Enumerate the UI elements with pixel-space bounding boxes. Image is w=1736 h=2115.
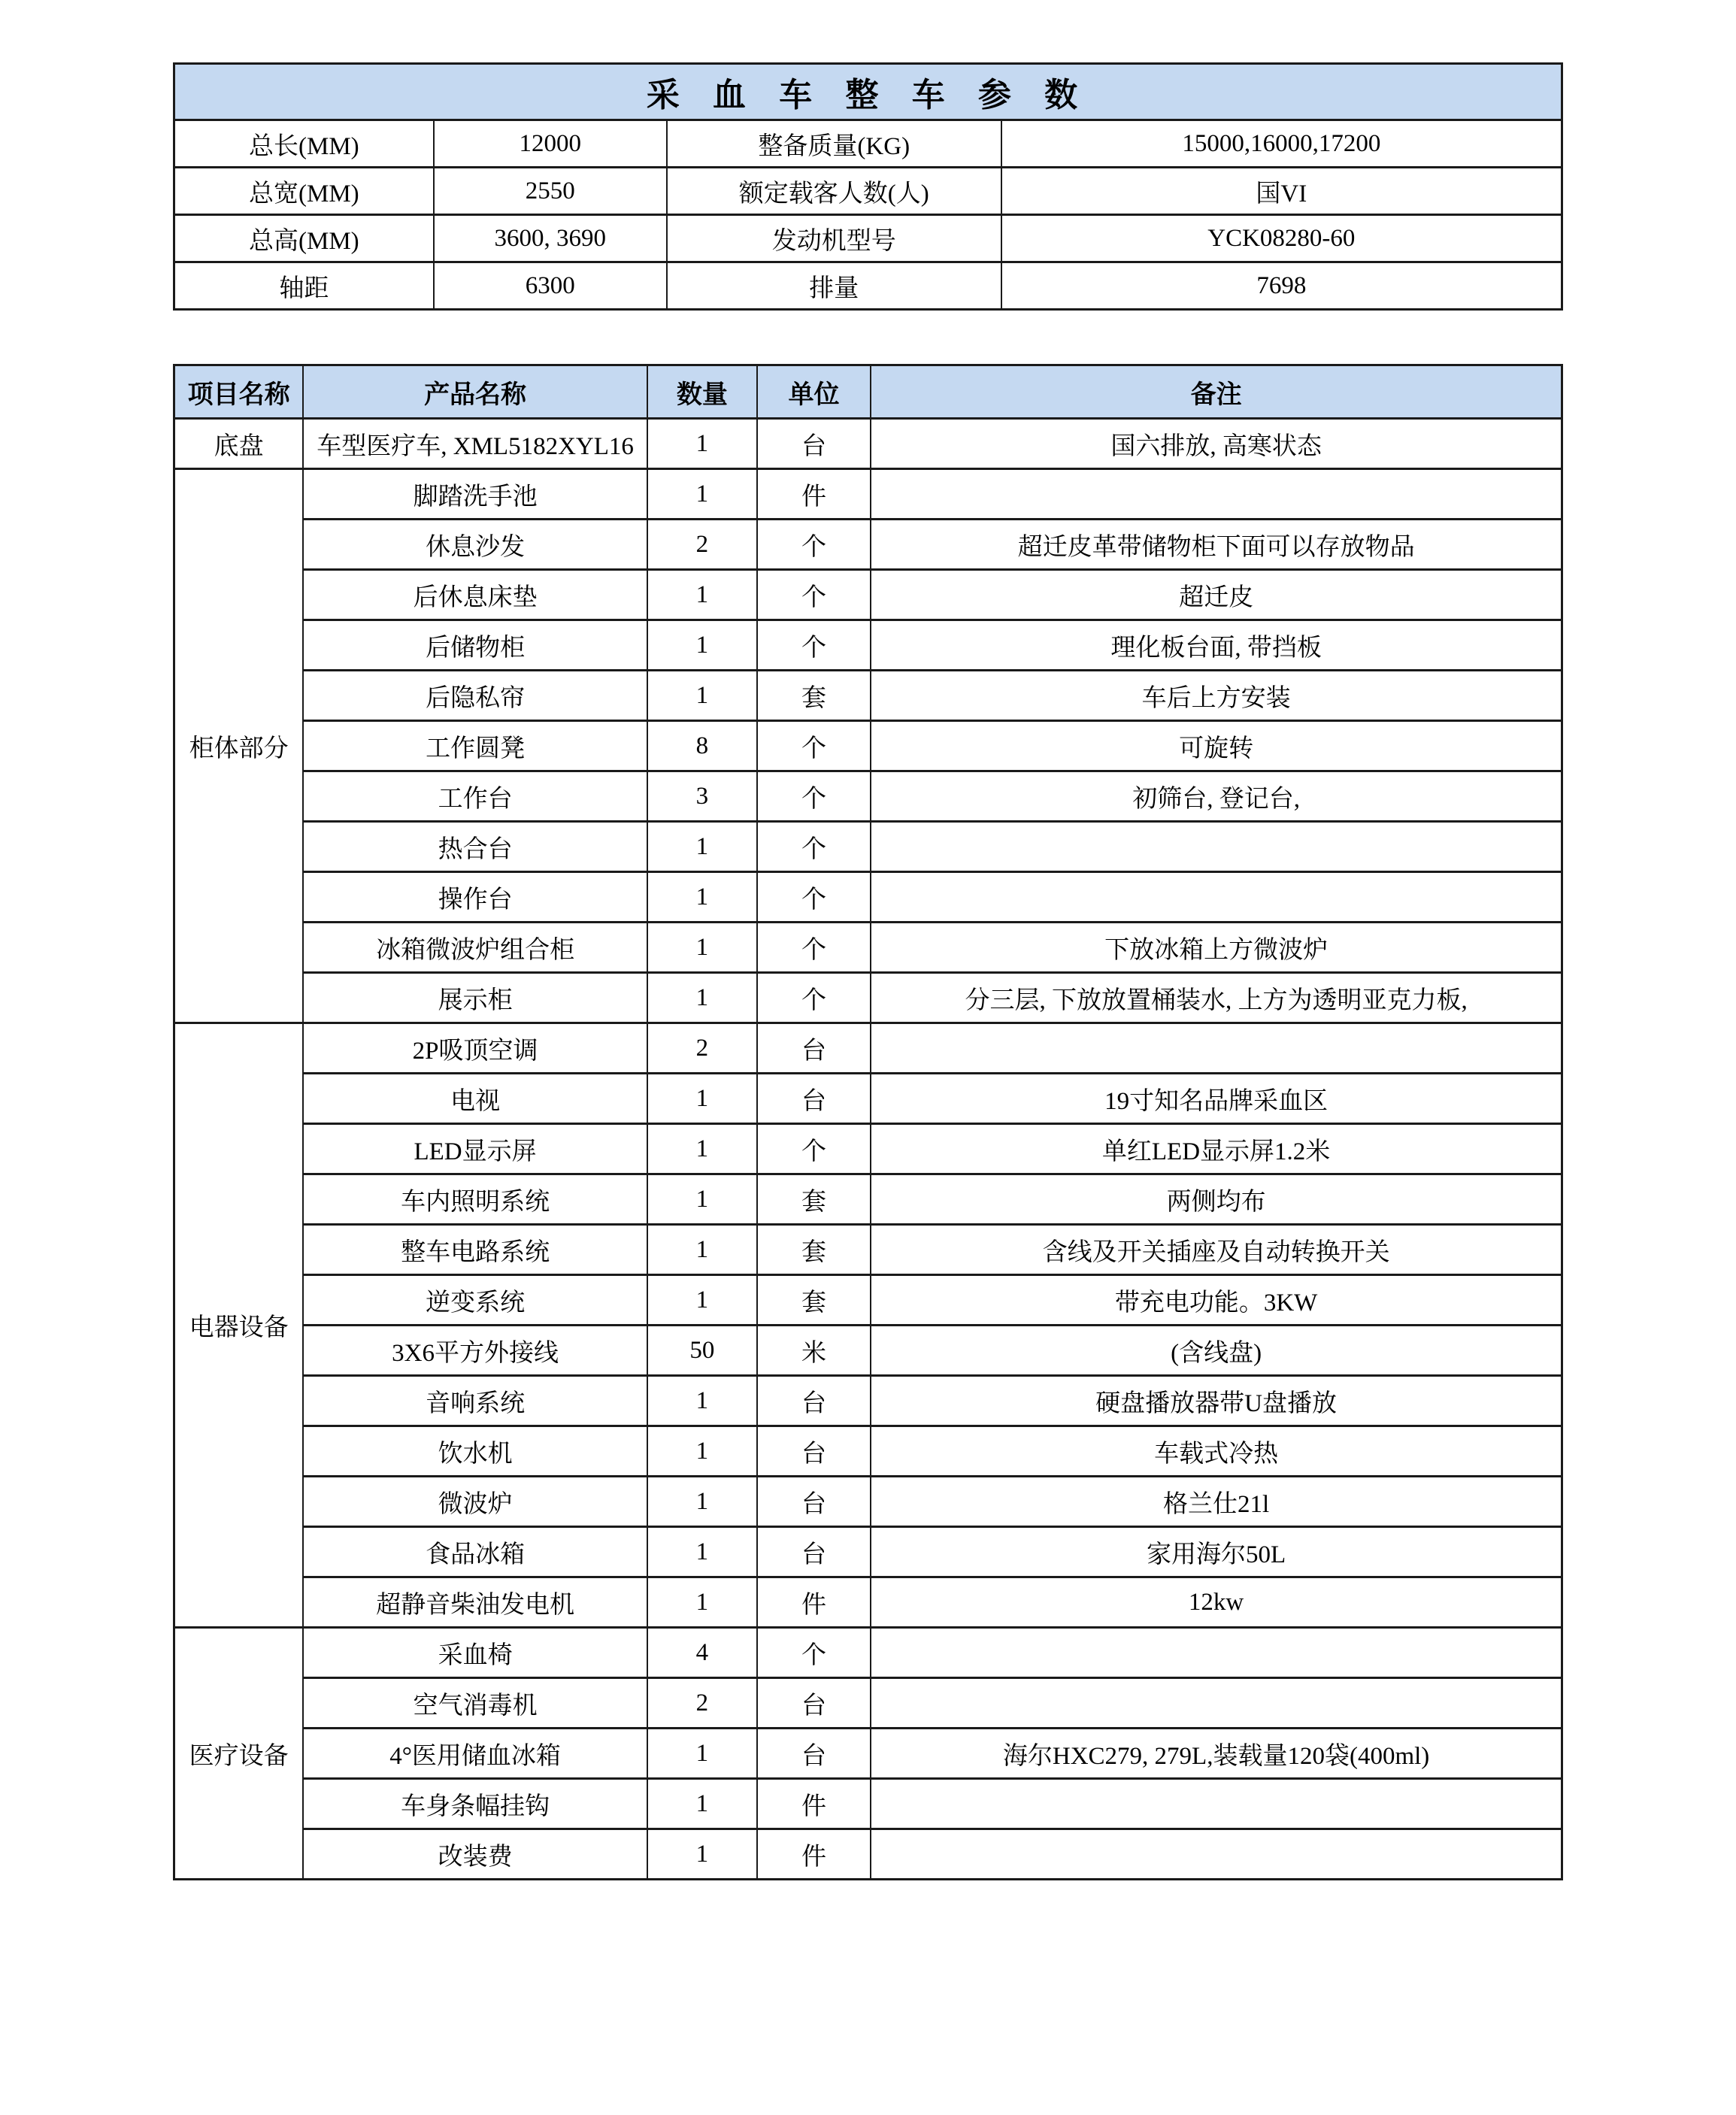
item-row [174, 1829, 1562, 1880]
product-name-cell: 微波炉 [303, 1477, 647, 1527]
unit-cell: 个 [757, 520, 871, 570]
column-header: 单位 [757, 365, 871, 419]
product-name-cell: 空气消毒机 [303, 1678, 647, 1729]
unit-cell: 套 [757, 1174, 871, 1225]
remark-cell: 19寸知名品牌采血区 [871, 1074, 1562, 1124]
param-row [174, 120, 1562, 168]
remark-cell: 车后上方安装 [871, 671, 1562, 721]
param-value: 2550 [434, 168, 667, 215]
quantity-cell: 1 [647, 1426, 757, 1477]
item-row [174, 620, 1562, 671]
item-row [174, 1225, 1562, 1275]
quantity-cell: 1 [647, 1074, 757, 1124]
product-name-cell: 音响系统 [303, 1376, 647, 1426]
unit-cell: 件 [757, 1779, 871, 1829]
quantity-cell: 1 [647, 1477, 757, 1527]
unit-cell: 台 [757, 1477, 871, 1527]
item-row [174, 1477, 1562, 1527]
quantity-cell: 1 [647, 822, 757, 872]
unit-cell: 台 [757, 1376, 871, 1426]
item-row [174, 1527, 1562, 1577]
unit-cell: 个 [757, 1124, 871, 1174]
param-row [174, 215, 1562, 262]
remark-cell: 12kw [871, 1577, 1562, 1628]
items-header-row [174, 365, 1562, 419]
param-value: 6300 [434, 262, 667, 310]
unit-cell: 米 [757, 1326, 871, 1376]
unit-cell: 件 [757, 1577, 871, 1628]
product-name-cell: 改装费 [303, 1829, 647, 1880]
remark-cell [871, 822, 1562, 872]
param-value: 12000 [434, 120, 667, 168]
quantity-cell: 1 [647, 923, 757, 973]
item-row [174, 1628, 1562, 1678]
param-label: 整备质量(KG) [667, 120, 1001, 168]
unit-cell: 套 [757, 671, 871, 721]
group-name-cell: 电器设备 [174, 1023, 304, 1628]
item-row [174, 721, 1562, 771]
param-label: 排量 [667, 262, 1001, 310]
item-row [174, 1326, 1562, 1376]
item-row [174, 1678, 1562, 1729]
param-value: 15000,16000,17200 [1001, 120, 1562, 168]
unit-cell: 台 [757, 1729, 871, 1779]
product-name-cell: 后隐私帘 [303, 671, 647, 721]
group-name-cell: 医疗设备 [174, 1628, 304, 1880]
product-name-cell: 2P吸顶空调 [303, 1023, 647, 1074]
quantity-cell: 1 [647, 1376, 757, 1426]
product-name-cell: 整车电路系统 [303, 1225, 647, 1275]
remark-cell [871, 872, 1562, 923]
product-name-cell: 冰箱微波炉组合柜 [303, 923, 647, 973]
group-name-cell: 柜体部分 [174, 469, 304, 1023]
quantity-cell: 1 [647, 1124, 757, 1174]
item-row [174, 1023, 1562, 1074]
items-body [174, 419, 1562, 1880]
remark-cell: 理化板台面, 带挡板 [871, 620, 1562, 671]
param-row [174, 262, 1562, 310]
param-value: 3600, 3690 [434, 215, 667, 262]
unit-cell: 台 [757, 1527, 871, 1577]
param-label: 总高(MM) [174, 215, 434, 262]
quantity-cell: 1 [647, 973, 757, 1023]
column-header: 项目名称 [174, 365, 304, 419]
unit-cell: 个 [757, 721, 871, 771]
remark-cell: 分三层, 下放放置桶装水, 上方为透明亚克力板, [871, 973, 1562, 1023]
quantity-cell: 8 [647, 721, 757, 771]
item-row [174, 1729, 1562, 1779]
product-name-cell: 采血椅 [303, 1628, 647, 1678]
param-label: 发动机型号 [667, 215, 1001, 262]
product-name-cell: 工作圆凳 [303, 721, 647, 771]
remark-cell: 下放冰箱上方微波炉 [871, 923, 1562, 973]
quantity-cell: 1 [647, 1174, 757, 1225]
unit-cell: 件 [757, 469, 871, 520]
quantity-cell: 1 [647, 1275, 757, 1326]
unit-cell: 套 [757, 1275, 871, 1326]
remark-cell: 初筛台, 登记台, [871, 771, 1562, 822]
item-row [174, 872, 1562, 923]
quantity-cell: 1 [647, 1829, 757, 1880]
product-name-cell: 食品冰箱 [303, 1527, 647, 1577]
product-name-cell: 电视 [303, 1074, 647, 1124]
quantity-cell: 2 [647, 1023, 757, 1074]
quantity-cell: 2 [647, 520, 757, 570]
unit-cell: 个 [757, 771, 871, 822]
remark-cell [871, 1628, 1562, 1678]
table-title-row [174, 64, 1562, 120]
quantity-cell: 1 [647, 671, 757, 721]
vehicle-params-table [173, 62, 1563, 311]
quantity-cell: 4 [647, 1628, 757, 1678]
item-row [174, 923, 1562, 973]
remark-cell: 含线及开关插座及自动转换开关 [871, 1225, 1562, 1275]
unit-cell: 台 [757, 419, 871, 469]
unit-cell: 个 [757, 822, 871, 872]
unit-cell: 套 [757, 1225, 871, 1275]
param-label: 总长(MM) [174, 120, 434, 168]
product-name-cell: 休息沙发 [303, 520, 647, 570]
remark-cell: 海尔HXC279, 279L,装载量120袋(400ml) [871, 1729, 1562, 1779]
unit-cell: 台 [757, 1426, 871, 1477]
unit-cell: 台 [757, 1678, 871, 1729]
item-row [174, 822, 1562, 872]
product-name-cell: 逆变系统 [303, 1275, 647, 1326]
remark-cell: 车载式冷热 [871, 1426, 1562, 1477]
quantity-cell: 1 [647, 1729, 757, 1779]
unit-cell: 台 [757, 1023, 871, 1074]
param-value: 国VI [1001, 168, 1562, 215]
unit-cell: 个 [757, 973, 871, 1023]
remark-cell: 硬盘播放器带U盘播放 [871, 1376, 1562, 1426]
product-name-cell: 车内照明系统 [303, 1174, 647, 1225]
unit-cell: 个 [757, 872, 871, 923]
product-name-cell: 4°医用储血冰箱 [303, 1729, 647, 1779]
remark-cell: 单红LED显示屏1.2米 [871, 1124, 1562, 1174]
param-value: YCK08280-60 [1001, 215, 1562, 262]
remark-cell [871, 1829, 1562, 1880]
remark-cell: 家用海尔50L [871, 1527, 1562, 1577]
remark-cell [871, 1678, 1562, 1729]
product-name-cell: 3X6平方外接线 [303, 1326, 647, 1376]
items-table [173, 364, 1563, 1880]
product-name-cell: LED显示屏 [303, 1124, 647, 1174]
item-row [174, 1174, 1562, 1225]
product-name-cell: 超静音柴油发电机 [303, 1577, 647, 1628]
spec-sheet [173, 62, 1563, 1880]
product-name-cell: 热合台 [303, 822, 647, 872]
product-name-cell: 车型医疗车, XML5182XYL16 [303, 419, 647, 469]
quantity-cell: 1 [647, 872, 757, 923]
remark-cell: 国六排放, 高寒状态 [871, 419, 1562, 469]
product-name-cell: 工作台 [303, 771, 647, 822]
quantity-cell: 50 [647, 1326, 757, 1376]
param-value: 7698 [1001, 262, 1562, 310]
quantity-cell: 1 [647, 469, 757, 520]
product-name-cell: 后储物柜 [303, 620, 647, 671]
group-name-cell: 底盘 [174, 419, 304, 469]
product-name-cell: 车身条幅挂钩 [303, 1779, 647, 1829]
param-label: 总宽(MM) [174, 168, 434, 215]
remark-cell: 可旋转 [871, 721, 1562, 771]
param-row [174, 168, 1562, 215]
item-row [174, 469, 1562, 520]
quantity-cell: 1 [647, 1779, 757, 1829]
item-row [174, 973, 1562, 1023]
item-row [174, 419, 1562, 469]
item-row [174, 1577, 1562, 1628]
remark-cell: 超迁皮 [871, 570, 1562, 620]
quantity-cell: 3 [647, 771, 757, 822]
quantity-cell: 2 [647, 1678, 757, 1729]
table-title: 采 血 车 整 车 参 数 [174, 64, 1562, 120]
quantity-cell: 1 [647, 570, 757, 620]
product-name-cell: 饮水机 [303, 1426, 647, 1477]
quantity-cell: 1 [647, 1225, 757, 1275]
quantity-cell: 1 [647, 1577, 757, 1628]
unit-cell: 件 [757, 1829, 871, 1880]
quantity-cell: 1 [647, 620, 757, 671]
product-name-cell: 展示柜 [303, 973, 647, 1023]
item-row [174, 1779, 1562, 1829]
remark-cell: 带充电功能。3KW [871, 1275, 1562, 1326]
remark-cell: 格兰仕21l [871, 1477, 1562, 1527]
unit-cell: 个 [757, 620, 871, 671]
remark-cell [871, 1023, 1562, 1074]
unit-cell: 个 [757, 923, 871, 973]
unit-cell: 台 [757, 1074, 871, 1124]
param-label: 额定载客人数(人) [667, 168, 1001, 215]
product-name-cell: 操作台 [303, 872, 647, 923]
product-name-cell: 后休息床垫 [303, 570, 647, 620]
quantity-cell: 1 [647, 1527, 757, 1577]
item-row [174, 1124, 1562, 1174]
remark-cell: (含线盘) [871, 1326, 1562, 1376]
item-row [174, 570, 1562, 620]
column-header: 数量 [647, 365, 757, 419]
unit-cell: 个 [757, 570, 871, 620]
column-header: 产品名称 [303, 365, 647, 419]
item-row [174, 671, 1562, 721]
item-row [174, 1426, 1562, 1477]
quantity-cell: 1 [647, 419, 757, 469]
column-header: 备注 [871, 365, 1562, 419]
unit-cell: 个 [757, 1628, 871, 1678]
item-row [174, 1376, 1562, 1426]
remark-cell [871, 469, 1562, 520]
item-row [174, 771, 1562, 822]
item-row [174, 1275, 1562, 1326]
param-label: 轴距 [174, 262, 434, 310]
item-row [174, 520, 1562, 570]
item-row [174, 1074, 1562, 1124]
product-name-cell: 脚踏洗手池 [303, 469, 647, 520]
remark-cell: 超迁皮革带储物柜下面可以存放物品 [871, 520, 1562, 570]
remark-cell [871, 1779, 1562, 1829]
remark-cell: 两侧均布 [871, 1174, 1562, 1225]
